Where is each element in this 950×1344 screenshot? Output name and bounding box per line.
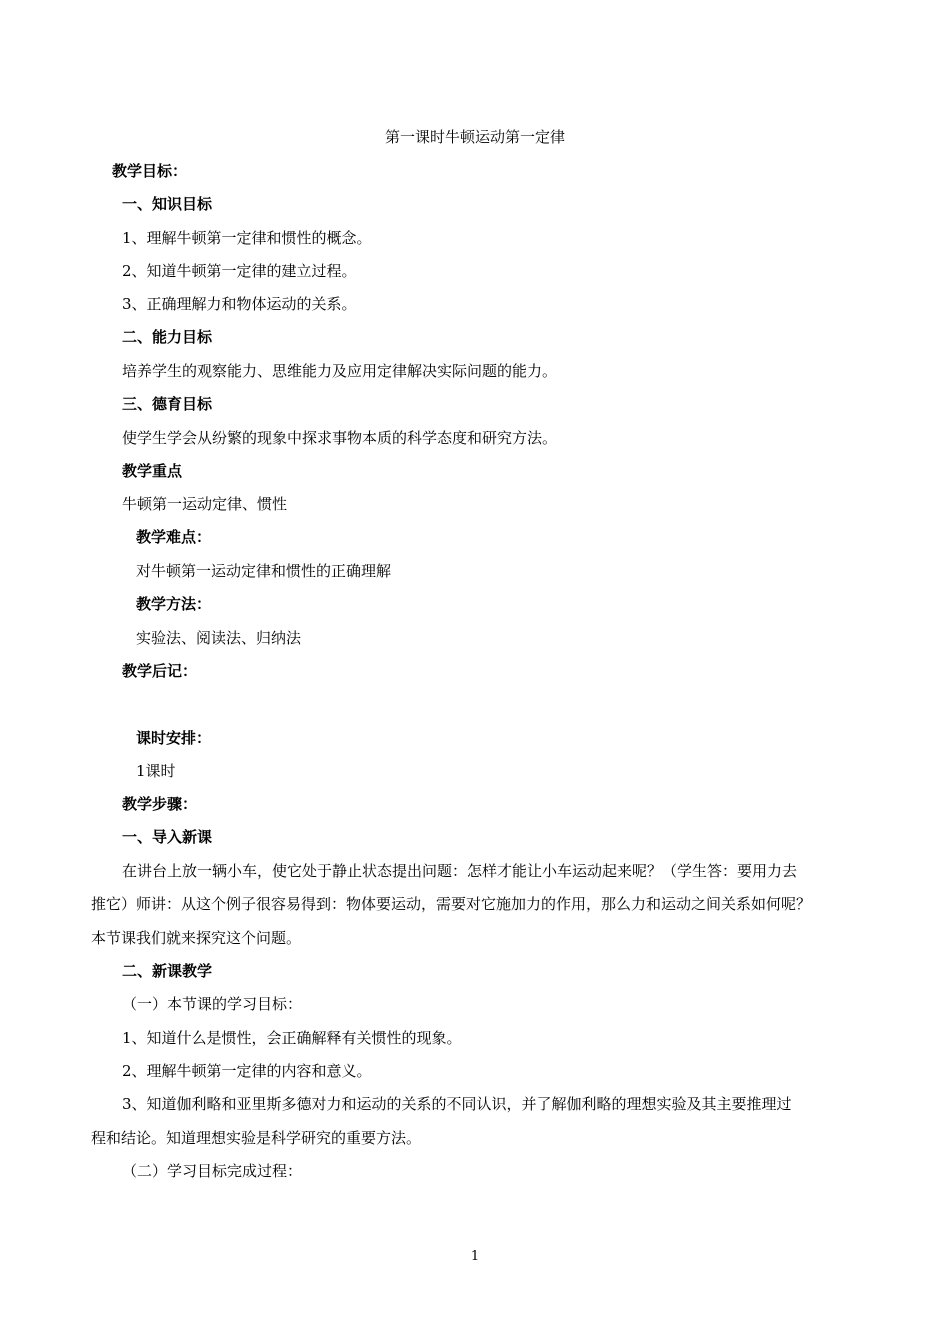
moral-goal-text: 使学生学会从纷繁的现象中探求事物本质的科学态度和研究方法。: [122, 429, 558, 447]
learning-objective-1: 1、知道什么是惯性，会正确解释有关惯性的现象。: [122, 1029, 462, 1047]
heading-ability-goals: 二、能力目标: [122, 328, 213, 346]
knowledge-goal-2: 2、知道牛顿第一定律的建立过程。: [122, 262, 357, 280]
methods-text: 实验法、阅读法、归纳法: [136, 629, 302, 647]
heading-knowledge-goals: 一、知识目标: [122, 195, 213, 213]
completion-process-heading: （二）学习目标完成过程：: [122, 1162, 303, 1180]
page-number: 1: [470, 1249, 480, 1264]
intro-paragraph-line-1: 在讲台上放一辆小车，使它处于静止状态提出问题：怎样才能让小车运动起来呢？（学生答：要用力去: [122, 862, 798, 880]
learning-objective-3-line-2: 程和结论。知道理想实验是科学研究的重要方法。: [91, 1129, 422, 1147]
heading-steps: 教学步骤：: [122, 795, 198, 813]
document-title: 第一课时牛顿运动第一定律: [384, 128, 565, 146]
heading-new-lesson: 二、新课教学: [122, 962, 213, 980]
intro-paragraph-line-3: 本节课我们就来探究这个问题。: [91, 929, 302, 947]
learning-objectives-heading: （一）本节课的学习目标：: [122, 995, 303, 1013]
heading-moral-goals: 三、德育目标: [122, 395, 213, 413]
ability-goal-text: 培养学生的观察能力、思维能力及应用定律解决实际问题的能力。: [122, 362, 558, 380]
heading-introduction: 一、导入新课: [122, 828, 213, 846]
heading-postscript: 教学后记：: [122, 662, 198, 680]
key-points-text: 牛顿第一运动定律、惯性: [122, 495, 288, 513]
heading-methods: 教学方法：: [136, 595, 212, 613]
learning-objective-3-line-1: 3、知道伽利略和亚里斯多德对力和运动的关系的不同认识，并了解伽利略的理想实验及其主要推理过: [122, 1095, 792, 1113]
knowledge-goal-3: 3、正确理解力和物体运动的关系。: [122, 295, 357, 313]
heading-schedule: 课时安排：: [136, 729, 212, 747]
heading-difficulties: 教学难点：: [136, 528, 212, 546]
schedule-text: 1课时: [136, 762, 176, 780]
learning-objective-2: 2、理解牛顿第一定律的内容和意义。: [122, 1062, 372, 1080]
difficulties-text: 对牛顿第一运动定律和惯性的正确理解: [136, 562, 392, 580]
intro-paragraph-line-2: 推它）师讲：从这个例子很容易得到：物体要运动，需要对它施加力的作用，那么力和运动之间关系如何呢？: [91, 895, 812, 913]
knowledge-goal-1: 1、理解牛顿第一定律和惯性的概念。: [122, 229, 372, 247]
heading-teaching-objectives: 教学目标：: [112, 162, 188, 180]
heading-key-points: 教学重点: [122, 462, 183, 480]
